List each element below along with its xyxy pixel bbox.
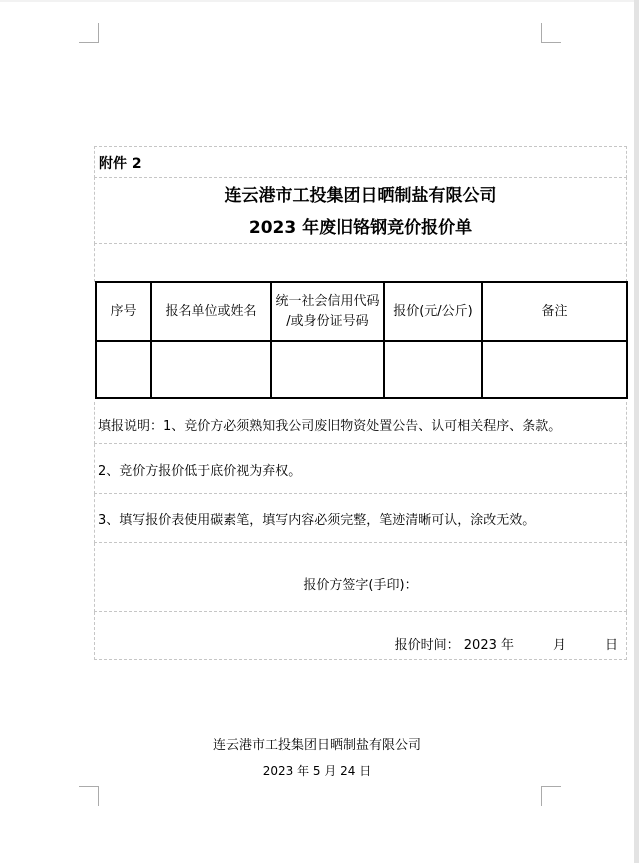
title-block [94,177,627,244]
cell-price [384,341,482,398]
header-credit-code-line2: /或身份证号码 [286,313,369,329]
window-edge-strip [634,0,639,863]
crop-mark-bottom-right [541,786,561,806]
quote-time-label: 报价时间： 2023 年 月 日 [394,638,618,653]
crop-mark-top-left [79,23,99,43]
text-boundary-gap [94,243,627,282]
closing-date: 2023 年 5 月 24 日 [262,764,372,778]
quotation-table [95,281,628,399]
attachment-block [94,146,627,178]
crop-mark-top-right [541,23,561,43]
attachment-label: 附件 2 [99,156,142,172]
note-filling-instructions: 填报说明：1、竞价方必须熟知我公司废旧物资处置公告、认可相关程序、条款。 [94,402,627,444]
note-below-floor-price: 2、竞价方报价低于底价视为弃权。 [94,444,627,494]
cell-bidder-name [151,341,271,398]
quote-time-block [94,612,627,660]
header-price: 报价(元/公斤) [384,282,482,341]
table-header-row [96,282,627,341]
header-credit-code-line1: 统一社会信用代码 [275,294,380,309]
header-credit-code [271,282,384,341]
page-top-edge [0,0,634,2]
document-title-line2: 2023 年废旧铬钢竞价报价单 [248,218,473,238]
document-title-line1: 连云港市工投集团日晒制盐有限公司 [224,186,497,206]
table-data-row [96,341,627,398]
header-bidder-name: 报名单位或姓名 [151,282,271,341]
closing-company-name: 连云港市工投集团日晒制盐有限公司 [212,738,421,753]
cell-remarks [482,341,627,398]
signature-block [94,543,627,612]
cell-credit-code [271,341,384,398]
signature-label: 报价方签字(手印)： [303,578,418,593]
header-remarks: 备注 [482,282,627,341]
header-serial-number: 序号 [96,282,151,341]
note-pen-requirements: 3、填写报价表使用碳素笔，填写内容必须完整，笔迹清晰可认，涂改无效。 [94,494,627,543]
crop-mark-bottom-left [79,786,99,806]
cell-serial-number [96,341,151,398]
